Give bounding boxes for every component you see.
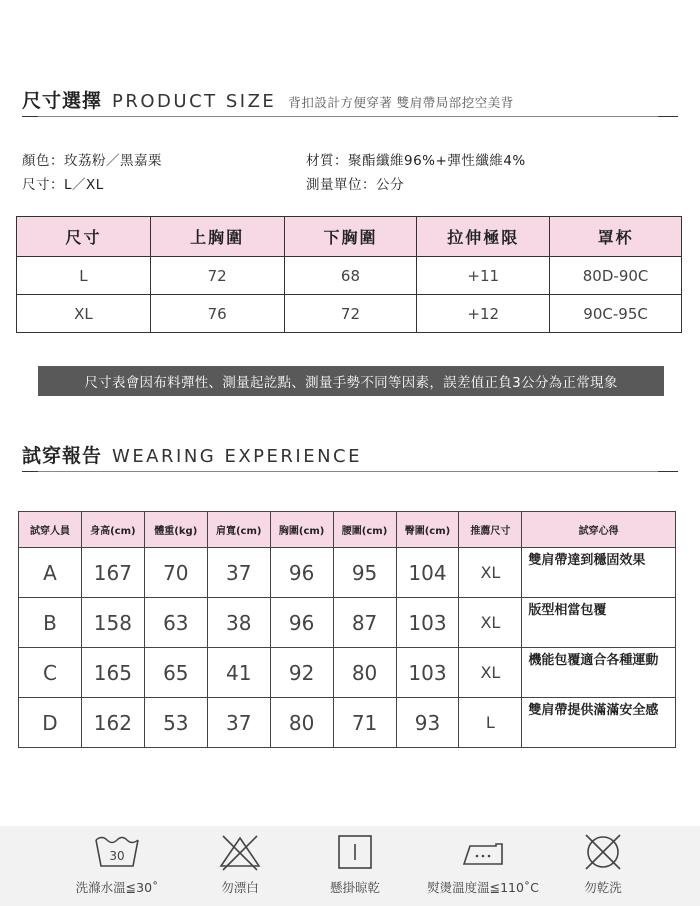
size-header-cup: 罩杯 <box>550 217 682 257</box>
trial-cell: XL <box>459 598 522 648</box>
trial-header-person: 試穿人員 <box>19 512 82 548</box>
care-item-iron <box>418 832 548 896</box>
size-cell: 90C-95C <box>550 295 682 333</box>
size-cell: 80D-90C <box>550 257 682 295</box>
size-cell: +11 <box>417 257 550 295</box>
divider <box>22 116 678 117</box>
product-size-heading <box>22 86 514 113</box>
table-row <box>19 648 676 698</box>
trial-header-height: 身高(cm) <box>81 512 144 548</box>
trial-cell: 162 <box>81 698 144 748</box>
product-size-title-en: PRODUCT SIZE <box>112 91 277 112</box>
wearing-title-zh: 試穿報告 <box>22 445 103 467</box>
trial-header-recommended-size: 推薦尺寸 <box>459 512 522 548</box>
trial-cell: L <box>459 698 522 748</box>
wash-temp-text: 30 <box>109 849 125 863</box>
trial-cell: 37 <box>207 548 270 598</box>
trial-cell: 96 <box>270 598 333 648</box>
trial-table <box>18 511 676 748</box>
trial-table-header-row <box>19 512 676 548</box>
care-label-no-dry-clean: 勿乾洗 <box>584 880 622 895</box>
size-cell: +12 <box>417 295 550 333</box>
trial-cell: 103 <box>396 648 459 698</box>
trial-cell: 167 <box>81 548 144 598</box>
trial-comment: 雙肩帶提供滿滿安全感 <box>522 698 676 748</box>
size-cell: 76 <box>150 295 284 333</box>
trial-cell: 96 <box>270 548 333 598</box>
table-row <box>17 257 682 295</box>
table-row <box>19 548 676 598</box>
size-table-header-row <box>17 217 682 257</box>
size-header-under-bust: 下胸圍 <box>284 217 417 257</box>
care-label-iron: 熨燙溫度溫≦110˚C <box>427 880 539 895</box>
trial-cell: 63 <box>144 598 207 648</box>
care-item-no-dry-clean <box>538 832 668 896</box>
care-label-hang-dry: 懸掛晾乾 <box>329 880 380 895</box>
trial-cell: 80 <box>270 698 333 748</box>
trial-cell: 95 <box>333 548 396 598</box>
trial-cell: 53 <box>144 698 207 748</box>
care-item-wash <box>52 832 182 896</box>
product-size-note: 背扣設計方便穿著 雙肩帶局部挖空美背 <box>288 95 514 110</box>
trial-cell: 37 <box>207 698 270 748</box>
trial-cell: 41 <box>207 648 270 698</box>
iron-icon <box>458 832 508 872</box>
trial-cell: 93 <box>396 698 459 748</box>
trial-cell: 165 <box>81 648 144 698</box>
care-item-no-bleach <box>175 832 305 896</box>
trial-cell: 158 <box>81 598 144 648</box>
size-cell: 72 <box>284 295 417 333</box>
divider-accent-right <box>658 116 678 117</box>
trial-header-weight: 體重(kg) <box>144 512 207 548</box>
trial-comment: 機能包覆適合各種運動 <box>522 648 676 698</box>
trial-cell: XL <box>459 548 522 598</box>
size-cell: 72 <box>150 257 284 295</box>
hang-dry-icon <box>330 832 380 872</box>
measurement-notice: 尺寸表會因布料彈性、測量起訖點、測量手勢不同等因素，誤差值正負3公分為正常現象 <box>38 366 664 396</box>
divider-accent-right <box>658 471 678 472</box>
trial-cell: XL <box>459 648 522 698</box>
trial-comment: 雙肩帶達到穩固效果 <box>522 548 676 598</box>
trial-cell: B <box>19 598 82 648</box>
divider-accent-left <box>22 116 38 117</box>
care-label-no-bleach: 勿漂白 <box>221 880 259 895</box>
trial-header-waist: 腰圍(cm) <box>333 512 396 548</box>
size-header-upper-bust: 上胸圍 <box>150 217 284 257</box>
size-cell: 68 <box>284 257 417 295</box>
size-table <box>16 216 682 333</box>
divider-accent-left <box>22 471 38 472</box>
wearing-title-en: WEARING EXPERIENCE <box>112 446 362 467</box>
size-cell: L <box>17 257 151 295</box>
trial-cell: 65 <box>144 648 207 698</box>
product-size-title-zh: 尺寸選擇 <box>22 90 103 112</box>
table-row <box>17 295 682 333</box>
trial-cell: 87 <box>333 598 396 648</box>
trial-cell: 103 <box>396 598 459 648</box>
table-row <box>19 598 676 648</box>
info-material: 材質：聚酯纖維96%+彈性纖維4% <box>306 153 526 169</box>
size-header-size: 尺寸 <box>17 217 151 257</box>
info-color: 顏色：玫荔粉／黑嘉栗 <box>22 153 162 169</box>
trial-cell: 92 <box>270 648 333 698</box>
wash-30-icon <box>92 832 142 872</box>
care-item-hang-dry <box>290 832 420 896</box>
size-header-stretch-limit: 拉伸極限 <box>417 217 550 257</box>
wearing-heading <box>22 441 362 468</box>
trial-header-bust: 胸圍(cm) <box>270 512 333 548</box>
trial-cell: 70 <box>144 548 207 598</box>
trial-comment: 版型相當包覆 <box>522 598 676 648</box>
divider <box>22 471 678 472</box>
trial-cell: C <box>19 648 82 698</box>
info-unit: 測量單位：公分 <box>306 177 404 193</box>
trial-cell: 104 <box>396 548 459 598</box>
trial-cell: A <box>19 548 82 598</box>
trial-header-shoulder: 肩寬(cm) <box>207 512 270 548</box>
trial-cell: D <box>19 698 82 748</box>
table-row <box>19 698 676 748</box>
no-dry-clean-icon <box>578 832 628 872</box>
trial-cell: 71 <box>333 698 396 748</box>
trial-cell: 38 <box>207 598 270 648</box>
info-size: 尺寸：L／XL <box>22 177 104 193</box>
care-label-wash: 洗滌水溫≦30˚ <box>75 880 159 895</box>
trial-header-hip: 臀圍(cm) <box>396 512 459 548</box>
no-bleach-icon <box>215 832 265 872</box>
trial-header-comment: 試穿心得 <box>522 512 676 548</box>
size-cell: XL <box>17 295 151 333</box>
trial-cell: 80 <box>333 648 396 698</box>
